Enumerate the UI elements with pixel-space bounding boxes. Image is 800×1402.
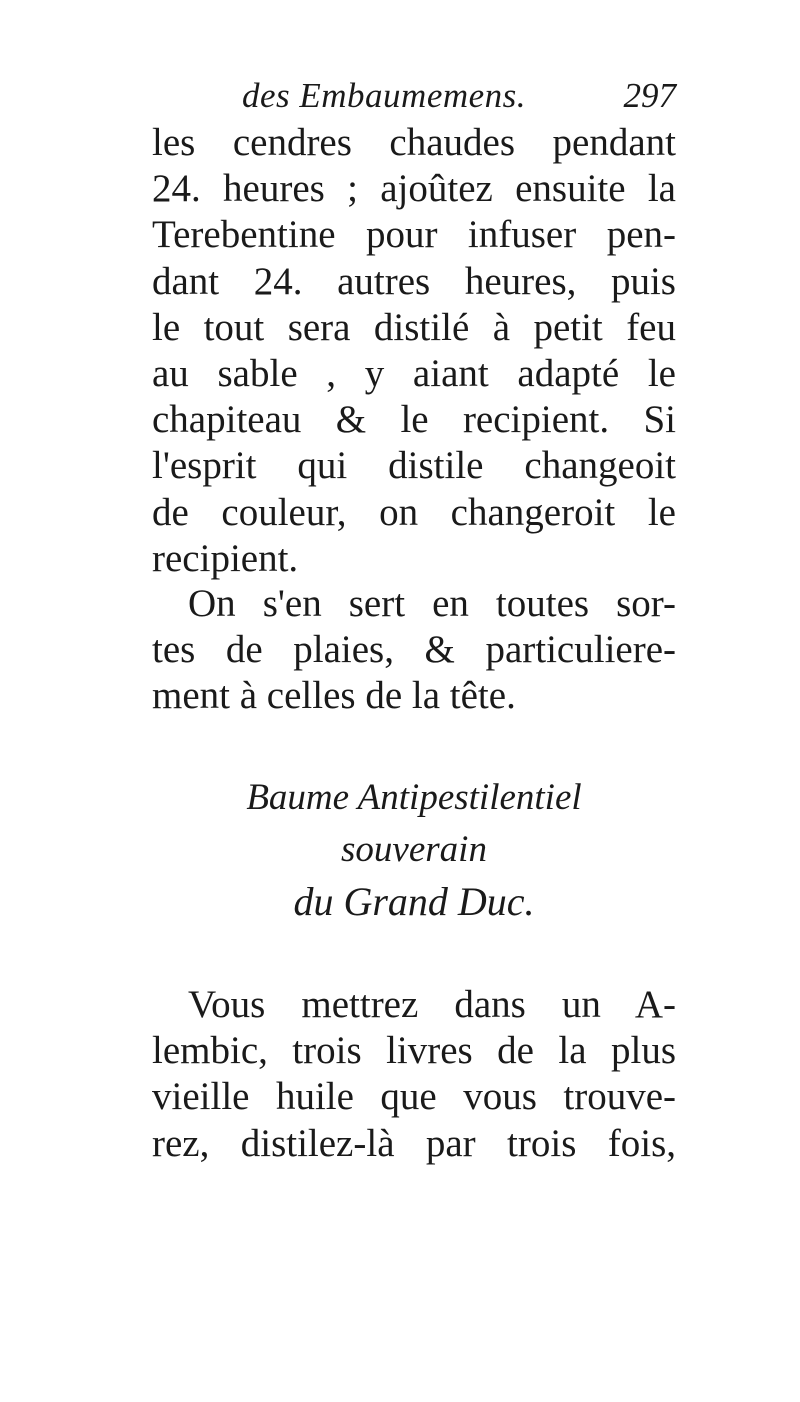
paragraph-usage: [152, 581, 676, 720]
text-line: lembic, trois livres de la plus: [152, 1029, 676, 1073]
text-line: dant 24. autres heures, puis: [152, 259, 676, 303]
text-line: Terebentine pour infuser pen-: [152, 213, 676, 257]
text-line: les cendres chaudes pendant: [152, 121, 676, 164]
text-line: le tout sera distilé à petit feu: [152, 305, 676, 349]
text-line: chapiteau & le recipient. Si: [152, 398, 676, 442]
heading-line: Baume Antipestilentiel: [246, 777, 582, 818]
text-line: tes de plaies, & particuliere-: [152, 628, 676, 672]
text-line: Vous mettrez dans un A-: [188, 983, 676, 1026]
text-line: recipient.: [152, 536, 299, 580]
page-number: 297: [623, 76, 676, 115]
heading-line: du Grand Duc.: [293, 879, 535, 924]
text-line: ment à celles de la tête.: [152, 674, 516, 718]
text-line: rez, distilez-là par trois fois,: [152, 1121, 676, 1165]
text-line: au sable , y aiant adapté le: [152, 351, 676, 395]
text-line: 24. heures ; ajoûtez ensuite la: [152, 167, 676, 211]
text-line: vieille huile que vous trouve-: [152, 1075, 676, 1119]
running-head: [150, 74, 680, 118]
text-line: l'esprit qui distile changeoit: [152, 444, 676, 488]
text-line: On s'en sert en toutes sor-: [188, 582, 676, 625]
paragraph-continuation: [152, 120, 676, 582]
running-head-title: des Embaumemens.: [242, 76, 527, 115]
text-line: de couleur, on changeroit le: [152, 490, 676, 534]
section-heading: [152, 772, 676, 928]
heading-line: souverain: [341, 829, 487, 870]
paragraph-recipe: [152, 982, 676, 1167]
